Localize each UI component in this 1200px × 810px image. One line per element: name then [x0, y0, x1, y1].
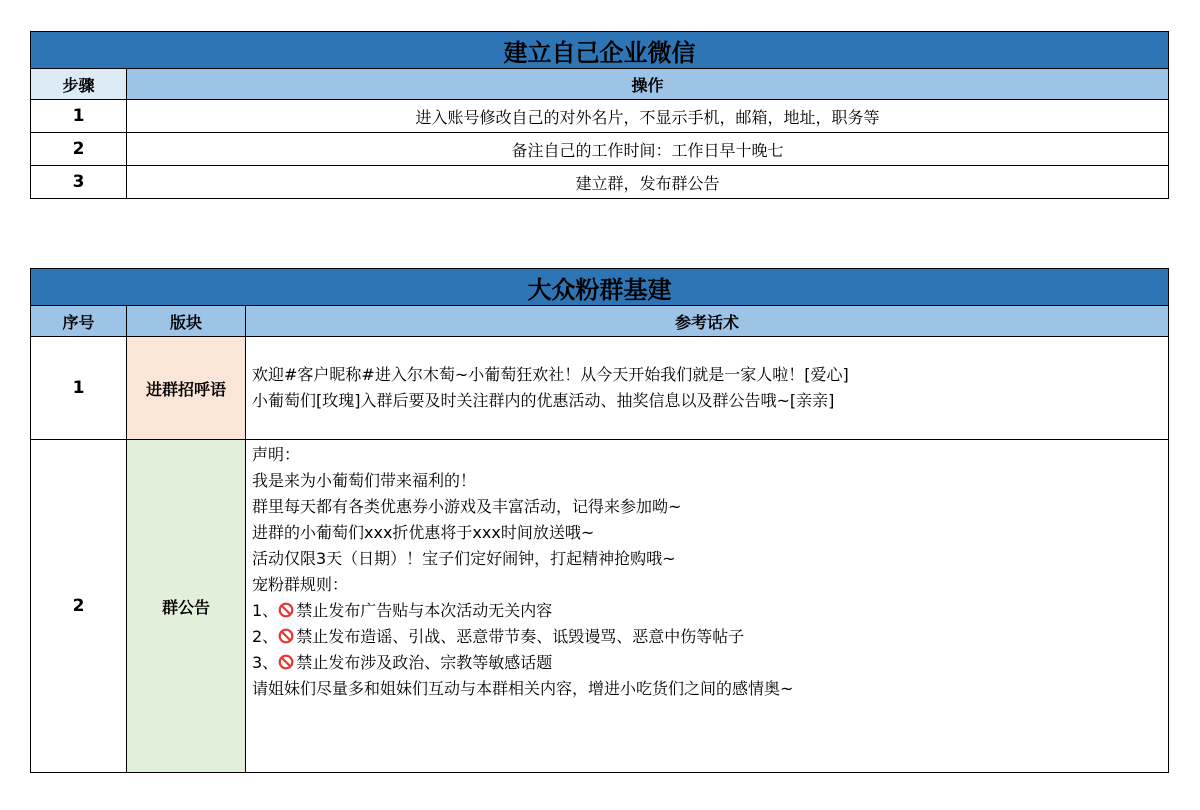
header-step: 步骤 [31, 69, 127, 100]
table1-title: 建立自己企业微信 [31, 32, 1169, 69]
table-enterprise-wechat [30, 31, 1169, 199]
script-line: 小葡萄们[玫瑰]入群后要及时关注群内的优惠活动、抽奖信息以及群公告哦~[亲亲] [252, 391, 835, 410]
rule-prefix: 1、 [252, 601, 279, 620]
rule-line [252, 650, 1162, 676]
step-operation: 备注自己的工作时间：工作日早十晚七 [127, 133, 1169, 166]
prohibited-icon [278, 602, 294, 618]
step-operation: 进入账号修改自己的对外名片，不显示手机，邮箱，地址，职务等 [127, 100, 1169, 133]
row-number: 2 [31, 440, 127, 773]
script-line: 欢迎#客户昵称#进入尔木萄~小葡萄狂欢社！从今天开始我们就是一家人啦！[爱心] [252, 365, 849, 384]
rule-line [252, 624, 1162, 650]
script-line: 进群的小葡萄们xxx折优惠将于xxx时间放送哦~ [252, 523, 595, 542]
header-operation: 操作 [127, 69, 1169, 100]
header-block: 版块 [127, 306, 246, 337]
table2-title: 大众粉群基建 [31, 269, 1169, 306]
rule-text: 禁止发布涉及政治、宗教等敏感话题 [296, 653, 553, 672]
header-script: 参考话术 [246, 306, 1169, 337]
table-row [31, 166, 1169, 199]
script-line: 活动仅限3天（日期）！宝子们定好闹钟，打起精神抢购哦~ [252, 549, 676, 568]
table-row [31, 440, 1169, 773]
table-row [31, 100, 1169, 133]
step-number: 1 [31, 100, 127, 133]
table-row [31, 133, 1169, 166]
header-number: 序号 [31, 306, 127, 337]
rule-text: 禁止发布造谣、引战、恶意带节奏、诋毁谩骂、恶意中伤等帖子 [296, 627, 745, 646]
script-line: 声明： [252, 445, 301, 464]
step-number: 2 [31, 133, 127, 166]
row-number: 1 [31, 337, 127, 440]
rule-prefix: 3、 [252, 653, 279, 672]
script-cell [246, 337, 1169, 440]
prohibited-icon [278, 654, 294, 670]
script-line: 我是来为小葡萄们带来福利的！ [252, 471, 477, 490]
table-fan-group [30, 268, 1169, 773]
block-label: 群公告 [127, 440, 246, 773]
prohibited-icon [278, 628, 294, 644]
rule-prefix: 2、 [252, 627, 279, 646]
block-label: 进群招呼语 [127, 337, 246, 440]
table-row [31, 337, 1169, 440]
step-operation: 建立群，发布群公告 [127, 166, 1169, 199]
script-line: 宠粉群规则： [252, 575, 349, 594]
rule-line [252, 598, 1162, 624]
script-line: 请姐妹们尽量多和姐妹们互动与本群相关内容，增进小吃货们之间的感情奥~ [252, 679, 794, 698]
script-line: 群里每天都有各类优惠券小游戏及丰富活动，记得来参加呦~ [252, 497, 682, 516]
step-number: 3 [31, 166, 127, 199]
rule-text: 禁止发布广告贴与本次活动无关内容 [296, 601, 553, 620]
script-cell [246, 440, 1169, 773]
